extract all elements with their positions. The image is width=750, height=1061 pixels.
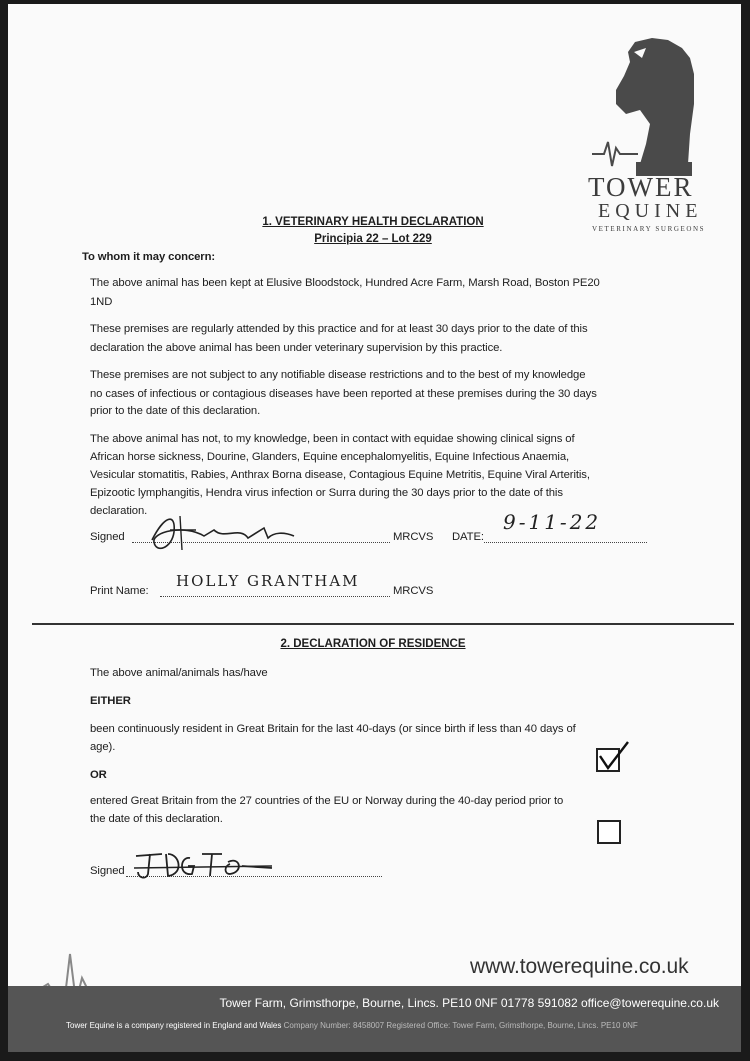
paragraph-text: Epizootic lymphangitis, Hendra virus infection or Surra during the 30 days prior to the date of this: [90, 487, 563, 499]
section-divider: [32, 623, 734, 625]
print-name-line: [160, 596, 390, 597]
footer-reg-b: Company Number: 8458007: [283, 1021, 385, 1030]
signed-label-2: Signed: [90, 865, 125, 877]
date-label: DATE:: [452, 531, 484, 543]
section1-subtitle: Principia 22 – Lot 229: [314, 233, 432, 245]
paragraph-text: African horse sickness, Dourine, Glanders, Equine encephalomyelitis, Equine Infectious Anaemia,: [90, 451, 570, 463]
footer-bar: [8, 986, 741, 1052]
option2-text: the date of this declaration.: [90, 813, 223, 825]
footer-reg-c: Registered Office: Tower Farm, Grimsthorpe, Bourne, Lincs. PE10 0NF: [386, 1021, 638, 1030]
option1-text: been continuously resident in Great Britain for the last 40-days (or since birth if less than 40 days of: [90, 723, 576, 735]
signed-label: Signed: [90, 531, 125, 543]
logo-name-bottom: EQUINE: [598, 200, 703, 222]
logo-subtitle: VETERINARY SURGEONS: [592, 225, 706, 233]
or-label: OR: [90, 769, 107, 781]
paragraph-text: These premises are not subject to any notifiable disease restrictions and to the best of my knowledge: [90, 369, 586, 381]
either-label: EITHER: [90, 695, 131, 707]
section2-intro: The above animal/animals has/have: [90, 667, 268, 679]
logo-name-top: TOWER: [588, 172, 694, 202]
date-line: [484, 542, 647, 543]
paragraph-text: no cases of infectious or contagious diseases have been reported at these premises during the 30 days: [90, 388, 597, 400]
mrcvs-label-2: MRCVS: [393, 585, 434, 597]
paragraph-text: declaration the above animal has been under veterinary supervision by this practice.: [90, 342, 503, 354]
checkmark-icon: [596, 740, 630, 770]
section2-title: 2. DECLARATION OF RESIDENCE: [280, 638, 466, 650]
document-page: [8, 4, 741, 1052]
footer-registration: [66, 1021, 638, 1030]
paragraph-text: declaration.: [90, 505, 148, 517]
vet-signature: [144, 510, 304, 556]
print-name-value: HOLLY GRANTHAM: [176, 572, 360, 590]
section1-title: 1. VETERINARY HEALTH DECLARATION: [262, 216, 484, 228]
paragraph-text: Vesicular stomatitis, Rabies, Anthrax Borna disease, Contagious Equine Metritis, Equine Viral Arteritis,: [90, 469, 590, 481]
paragraph-text: These premises are regularly attended by this practice and for at least 30 days prior to the date of this: [90, 323, 588, 335]
date-value: 9-11-22: [503, 510, 602, 534]
eu-entry-checkbox[interactable]: [597, 820, 621, 844]
website-link[interactable]: www.towerequine.co.uk: [470, 955, 689, 978]
knight-chess-piece-icon: [590, 34, 720, 184]
footer-address: Tower Farm, Grimsthorpe, Bourne, Lincs. PE10 0NF 01778 591082 office@towerequine.co.uk: [219, 996, 719, 1010]
paragraph-text: The above animal has not, to my knowledge, been in contact with equidae showing clinical signs of: [90, 433, 575, 445]
option2-text: entered Great Britain from the 27 countries of the EU or Norway during the 40-day period prior to: [90, 795, 564, 807]
salutation: To whom it may concern:: [82, 251, 216, 263]
print-name-label: Print Name:: [90, 585, 149, 597]
mrcvs-label: MRCVS: [393, 531, 434, 543]
paragraph-text: 1ND: [90, 296, 113, 308]
paragraph-text: The above animal has been kept at Elusive Bloodstock, Hundred Acre Farm, Marsh Road, Boston PE20: [90, 277, 600, 289]
paragraph-text: prior to the date of this declaration.: [90, 405, 261, 417]
option1-text: age).: [90, 741, 116, 753]
residence-checkbox-checked[interactable]: [596, 748, 620, 772]
signature-2: [132, 846, 282, 882]
footer-reg-a: Tower Equine is a company registered in England and Wales: [66, 1021, 282, 1030]
